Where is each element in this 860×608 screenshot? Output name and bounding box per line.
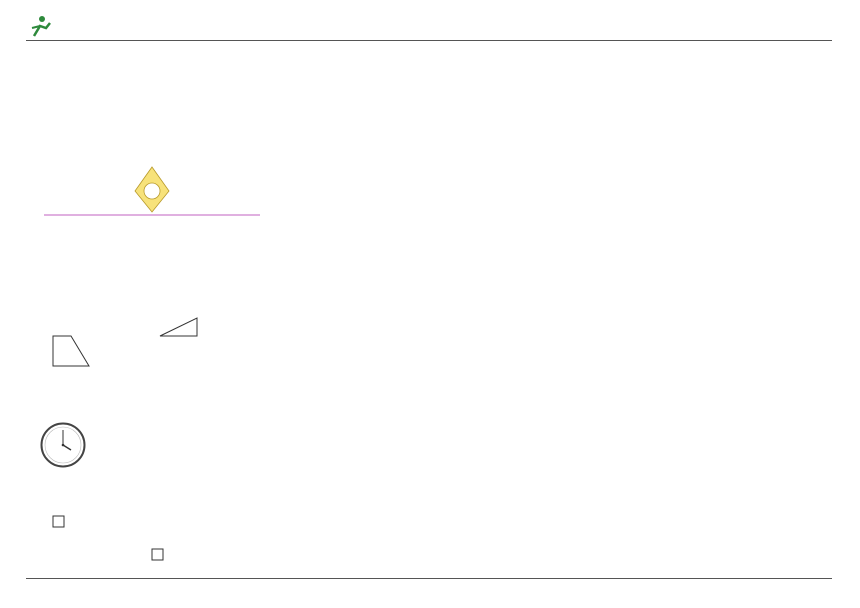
site-logo xyxy=(28,14,106,38)
q26-grid-figure xyxy=(42,494,240,564)
header-divider xyxy=(26,40,832,41)
q26-square-b xyxy=(152,549,163,560)
figure-a-circle xyxy=(144,183,160,199)
footer-divider xyxy=(26,578,832,579)
q24-trapezoid xyxy=(53,336,89,366)
q24-triangle xyxy=(160,318,197,336)
logo-runner-icon xyxy=(28,14,54,38)
q24-grid-figure xyxy=(42,298,240,368)
q23-grid-figure xyxy=(44,164,260,272)
q26-square-a xyxy=(53,516,64,527)
mirror-clock-icon xyxy=(40,422,86,468)
